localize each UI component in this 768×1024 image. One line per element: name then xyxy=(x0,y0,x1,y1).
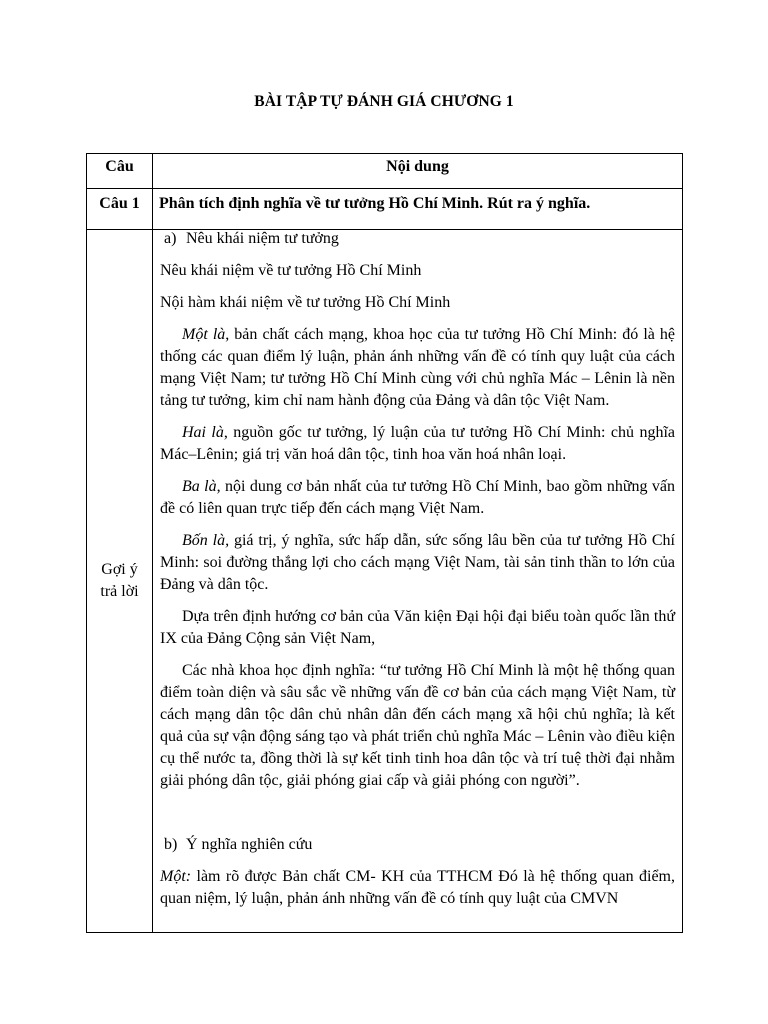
answer-line-2: Nội hàm khái niệm về tư tưởng Hồ Chí Minh xyxy=(160,294,451,311)
paragraph-y-nghia-lead: Một: xyxy=(160,868,192,885)
paragraph-ba-la-lead: Ba là xyxy=(182,478,217,495)
answer-label-line2: trả lời xyxy=(100,583,139,600)
paragraph-bon-la-lead: Bốn là, xyxy=(182,532,230,549)
paragraph-hai-la-lead: Hai là xyxy=(182,424,224,441)
paragraph-ba-la-body: , nội dung cơ bản nhất của tư tưởng Hồ Chí Minh, bao gồm những vấn đề có liên quan trực tiếp đến cách mạng Việt Nam. xyxy=(160,478,676,517)
item-a xyxy=(160,228,675,250)
header-cau: Câu xyxy=(87,154,153,189)
answer-label xyxy=(87,230,153,933)
table-header-row xyxy=(87,154,683,189)
item-a-marker: a) xyxy=(164,230,177,247)
paragraph-hai-la-body: , nguồn gốc tư tưởng, lý luận của tư tưởng Hồ Chí Minh: chủ nghĩa Mác–Lênin; giá trị văn hoá dân tộc, tinh hoa văn hoá nhân loại. xyxy=(160,424,675,463)
paragraph-bon-la-body: giá trị, ý nghĩa, sức hấp dẫn, sức sống lâu bền của tư tưởng Hồ Chí Minh: soi đường thắng lợi cho cách mạng Việt Nam, tài sản tinh thần to lớn của Đảng và dân tộc. xyxy=(160,532,675,593)
paragraph-mot-la-body: , bản chất cách mạng, khoa học của tư tưởng Hồ Chí Minh: đó là hệ thống các quan điểm lý luận, phản ánh những vấn đề có tính quy luật của cách mạng Việt Nam; tư tưởng Hồ Chí Minh cùng với chủ nghĩa Mác – Lênin là nền tảng tư tưởng, kim chỉ nam hành động của Đảng và dân tộc Việt Nam. xyxy=(160,326,676,409)
paragraph-dinh-nghia: Các nhà khoa học định nghĩa: “tư tưởng Hồ Chí Minh là một hệ thống quan điểm toàn diện và sâu sắc về những vấn đề cơ bản của cách mạng Việt Nam, từ cách mạng dân tộc dân chủ nhân dân đến cách mạng xã hội chủ nghĩa; là kết quả của sự vận động sáng tạo và phát triển chủ nghĩa Mác – Lênin vào điều kiện cụ thể nước ta, đồng thời là sự kết tinh tinh hoa dân tộc và trí tuệ thời đại nhằm giải phóng dân tộc, giải phóng giai cấp và giải phóng con người”. xyxy=(160,662,675,789)
question-row xyxy=(87,189,683,230)
item-b-marker: b) xyxy=(164,836,178,853)
paragraph-bon-la xyxy=(160,530,675,596)
answer-line-1: Nêu khái niệm về tư tưởng Hồ Chí Minh xyxy=(160,262,422,279)
item-a-text: Nêu khái niệm tư tưởng xyxy=(186,230,339,247)
question-text: Phân tích định nghĩa về tư tưởng Hồ Chí Minh. Rút ra ý nghĩa. xyxy=(153,189,683,230)
question-label: Câu 1 xyxy=(87,189,153,230)
paragraph-van-kien: Dựa trên định hướng cơ bản của Văn kiện Đại hội đại biểu toàn quốc lần thứ IX của Đảng Cộng sản Việt Nam, xyxy=(160,608,675,647)
paragraph-mot-la-lead: Một là xyxy=(182,326,226,343)
paragraph-mot-la xyxy=(160,324,675,412)
answer-label-line1: Gợi ý xyxy=(101,561,138,578)
page-title: BÀI TẬP TỰ ĐÁNH GIÁ CHƯƠNG 1 xyxy=(254,93,514,110)
header-noi-dung: Nội dung xyxy=(153,154,683,189)
exercise-table xyxy=(86,153,683,933)
paragraph-y-nghia-body: làm rõ được Bản chất CM- KH của TTHCM Đó là hệ thống quan điểm, quan niệm, lý luận, phản ánh những vấn đề có tính quy luật của CMVN xyxy=(160,868,675,907)
answer-content xyxy=(153,230,683,933)
item-b xyxy=(160,834,675,856)
paragraph-ba-la xyxy=(160,476,675,520)
item-b-text: Ý nghĩa nghiên cứu xyxy=(186,836,313,853)
answer-row xyxy=(87,230,683,933)
paragraph-hai-la xyxy=(160,422,675,466)
paragraph-y-nghia xyxy=(160,866,675,910)
